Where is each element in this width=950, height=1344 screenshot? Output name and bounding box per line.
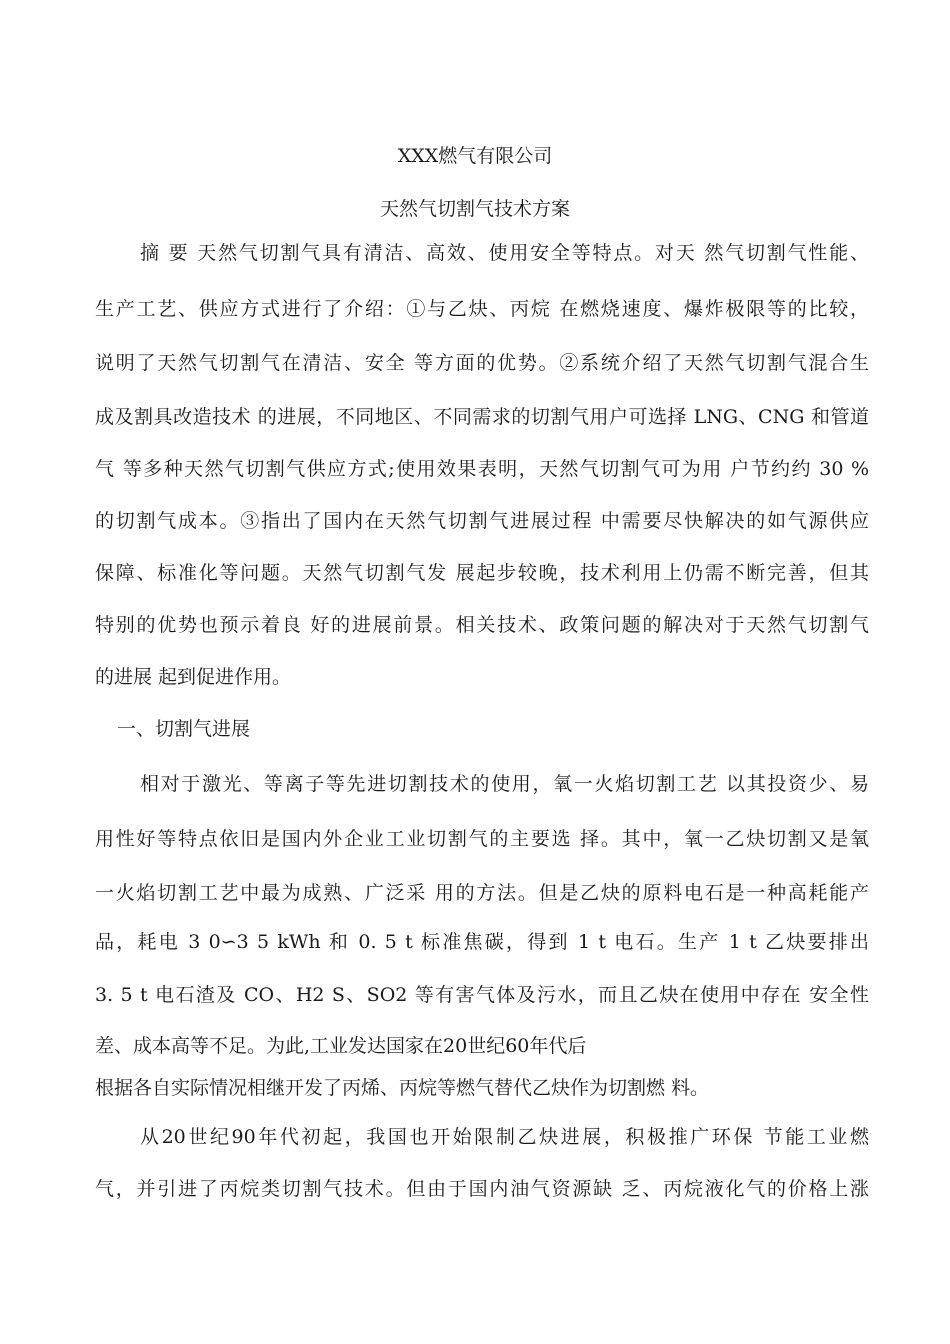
abstract-line: 的进展 起到促进作用。: [95, 666, 292, 688]
body-line: 差、成本高等不足。为此,工业发达国家在20世纪60年代后: [95, 1035, 587, 1057]
company-name: XXX燃气有限公司: [397, 145, 553, 167]
document-title: 天然气切割气技术方案: [379, 198, 570, 220]
abstract-line: 的切割气成本。③指出了国内在天然气切割气进展过程 中需要尽快解决的如气源供应: [95, 510, 869, 532]
body-line: 气，并引进了丙烷类切割气技术。但由于国内油气资源缺 乏、丙烷液化气的价格上涨: [95, 1178, 869, 1200]
body-line: 一火焰切割工艺中最为成熟、广泛采 用的方法。但是乙炔的原料电石是一种高耗能产: [95, 882, 869, 904]
body-line: 用性好等特点依旧是国内外企业工业切割气的主要选 择。其中，氧一乙炔切割又是氧: [95, 828, 869, 850]
abstract-line: 保障、标准化等问题。天然气切割气发 展起步较晚，技术利用上仍需不断完善，但其: [95, 562, 869, 584]
body-line: 根据各自实际情况相继开发了丙烯、丙烷等燃气替代乙炔作为切割燃 料。: [95, 1077, 710, 1099]
abstract-line: 生产工艺、供应方式进行了介绍：①与乙炔、丙烷 在燃烧速度、爆炸极限等的比较，: [95, 298, 869, 320]
body-line: 3. 5 t 电石渣及 CO、H2 S、SO2 等有害气体及污水，而且乙炔在使用中存在 安全性: [95, 984, 869, 1006]
body-line: 从20世纪90年代初起，我国也开始限制乙炔进展，积极推广环保 节能工业燃: [140, 1126, 869, 1148]
abstract-line: 摘 要 天然气切割气具有清洁、高效、使用安全等特点。对天 然气切割气性能、: [140, 242, 869, 264]
body-line: 品，耗电 3 0∽3 5 kWh 和 0. 5 t 标准焦碳，得到 1 t 电石。生产 1 t 乙炔要排出: [95, 931, 869, 953]
abstract-line: 说明了天然气切割气在清洁、安全 等方面的优势。②系统介绍了天然气切割气混合生: [95, 352, 869, 374]
body-line: 相对于激光、等离子等先进切割技术的使用，氧一火焰切割工艺 以其投资少、易: [140, 773, 869, 795]
abstract-line: 气 等多种天然气切割气供应方式;使用效果表明，天然气切割气可为用 户节约约 30 %: [95, 458, 869, 480]
section-heading: 一、切割气进展: [117, 718, 251, 740]
abstract-line: 成及割具改造技术 的进展，不同地区、不同需求的切割气用户可选择 LNG、CNG 和管道: [95, 406, 869, 428]
abstract-line: 特别的优势也预示着良 好的进展前景。相关技术、政策问题的解决对于天然气切割气: [95, 614, 869, 636]
